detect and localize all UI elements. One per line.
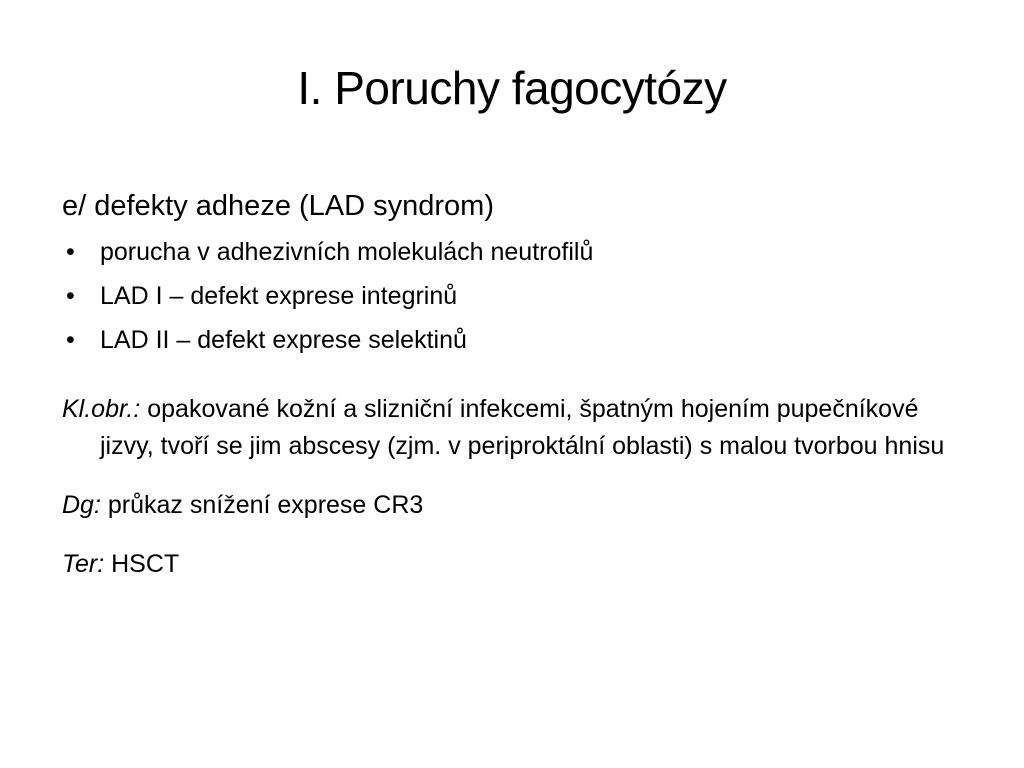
bullet-text: porucha v adhezivních molekulách neutrofilů <box>100 238 594 266</box>
bullet-item <box>62 230 962 274</box>
bullet-list <box>62 230 962 362</box>
clinical-label: Kl.obr.: <box>62 395 141 423</box>
diagnosis-label: Dg: <box>62 491 101 519</box>
diagnosis-paragraph <box>62 487 962 524</box>
clinical-paragraph <box>62 391 962 465</box>
bullet-text: LAD I – defekt exprese integrinů <box>100 282 458 310</box>
bullet-dot-icon: • <box>66 238 75 266</box>
bullet-text: LAD II – defekt exprese selektinů <box>100 326 467 354</box>
slide-title: I. Poruchy fagocytózy <box>297 62 727 114</box>
bullet-dot-icon: • <box>66 282 75 310</box>
therapy-paragraph <box>62 546 962 583</box>
slide-content <box>62 186 962 583</box>
therapy-text: HSCT <box>111 550 180 578</box>
section-heading: e/ defekty adheze (LAD syndrom) <box>62 190 494 222</box>
bullet-item <box>62 318 962 362</box>
diagnosis-text: průkaz snížení exprese CR3 <box>107 491 424 519</box>
clinical-text: opakované kožní a slizniční infekcemi, špatným hojením pupečníkové jizvy, tvoří se jim abscesy (zjm. v periproktální oblasti) s malou tvorbou hnisu <box>100 395 945 460</box>
therapy-label: Ter: <box>62 550 105 578</box>
bullet-item <box>62 274 962 318</box>
bullet-dot-icon: • <box>66 326 75 354</box>
